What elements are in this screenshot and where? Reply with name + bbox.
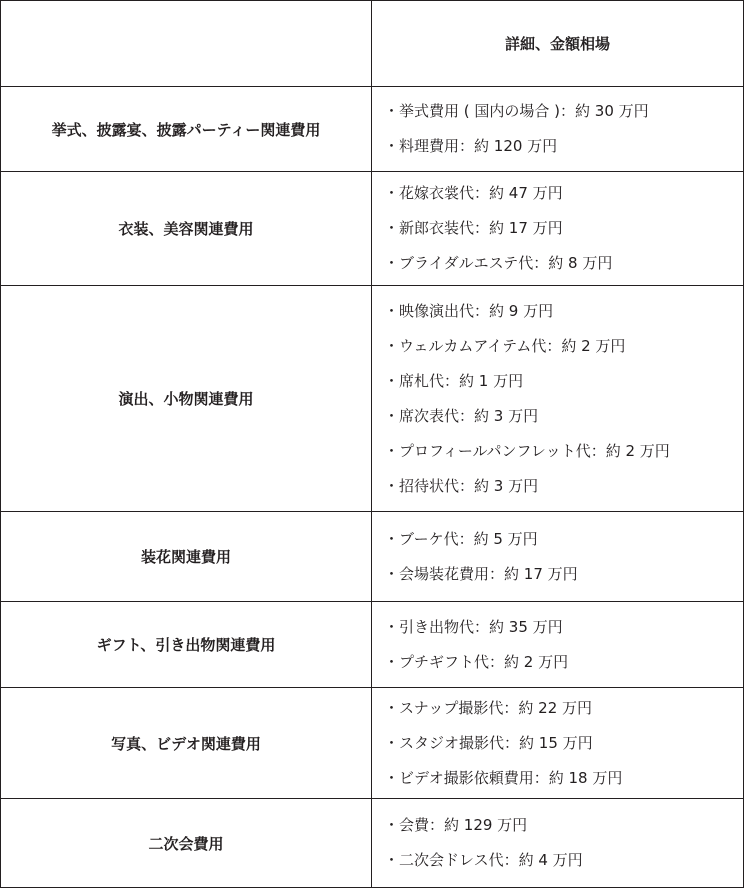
detail-list	[384, 808, 743, 878]
detail-cell	[372, 87, 744, 172]
detail-cell	[372, 286, 744, 512]
table-body	[1, 1, 744, 888]
detail-item: ・ ビデオ撮影依頼費用：約 18 万円	[384, 761, 743, 796]
detail-item: ・ 新郎衣装代：約 17 万円	[384, 211, 743, 246]
detail-list	[384, 522, 743, 592]
detail-item: ・ 映像演出代：約 9 万円	[384, 294, 743, 329]
detail-list	[384, 691, 743, 796]
detail-list	[384, 94, 743, 164]
table-row	[1, 87, 744, 172]
detail-item: ・ 花嫁衣裳代：約 47 万円	[384, 176, 743, 211]
detail-item: ・ 会費：約 129 万円	[384, 808, 743, 843]
table-row	[1, 688, 744, 799]
detail-item: ・ 招待状代：約 3 万円	[384, 469, 743, 504]
header-detail-cell: 詳細、金額相場	[372, 1, 744, 87]
detail-cell	[372, 172, 744, 286]
category-cell: 衣装、美容関連費用	[1, 172, 372, 286]
detail-item: ・ ブーケ代：約 5 万円	[384, 522, 743, 557]
category-cell: ギフト、引き出物関連費用	[1, 602, 372, 688]
table-row	[1, 172, 744, 286]
table-row	[1, 512, 744, 602]
detail-item: ・ スナップ撮影代：約 22 万円	[384, 691, 743, 726]
detail-item: ・ ブライダルエステ代：約 8 万円	[384, 246, 743, 281]
detail-item: ・ プロフィールパンフレット代：約 2 万円	[384, 434, 743, 469]
detail-item: ・ 二次会ドレス代：約 4 万円	[384, 843, 743, 878]
table-row	[1, 799, 744, 888]
category-cell: 演出、小物関連費用	[1, 286, 372, 512]
category-cell: 挙式、披露宴、披露パーティー関連費用	[1, 87, 372, 172]
detail-list	[384, 294, 743, 504]
detail-item: ・ 席次表代：約 3 万円	[384, 399, 743, 434]
detail-item: ・ スタジオ撮影代：約 15 万円	[384, 726, 743, 761]
table-row	[1, 602, 744, 688]
detail-item: ・ ウェルカムアイテム代：約 2 万円	[384, 329, 743, 364]
detail-item: ・ プチギフト代：約 2 万円	[384, 645, 743, 680]
detail-cell	[372, 688, 744, 799]
header-category-cell	[1, 1, 372, 87]
detail-list	[384, 176, 743, 281]
detail-cell	[372, 512, 744, 602]
detail-item: ・ 挙式費用 ( 国内の場合 )：約 30 万円	[384, 94, 743, 129]
detail-item: ・ 引き出物代：約 35 万円	[384, 610, 743, 645]
table-row	[1, 286, 744, 512]
category-cell: 写真、ビデオ関連費用	[1, 688, 372, 799]
detail-item: ・ 席札代：約 1 万円	[384, 364, 743, 399]
detail-cell	[372, 602, 744, 688]
table-header-row	[1, 1, 744, 87]
detail-item: ・ 料理費用：約 120 万円	[384, 129, 743, 164]
detail-list	[384, 610, 743, 680]
category-cell: 二次会費用	[1, 799, 372, 888]
category-cell: 装花関連費用	[1, 512, 372, 602]
detail-item: ・ 会場装花費用：約 17 万円	[384, 557, 743, 592]
detail-cell	[372, 799, 744, 888]
